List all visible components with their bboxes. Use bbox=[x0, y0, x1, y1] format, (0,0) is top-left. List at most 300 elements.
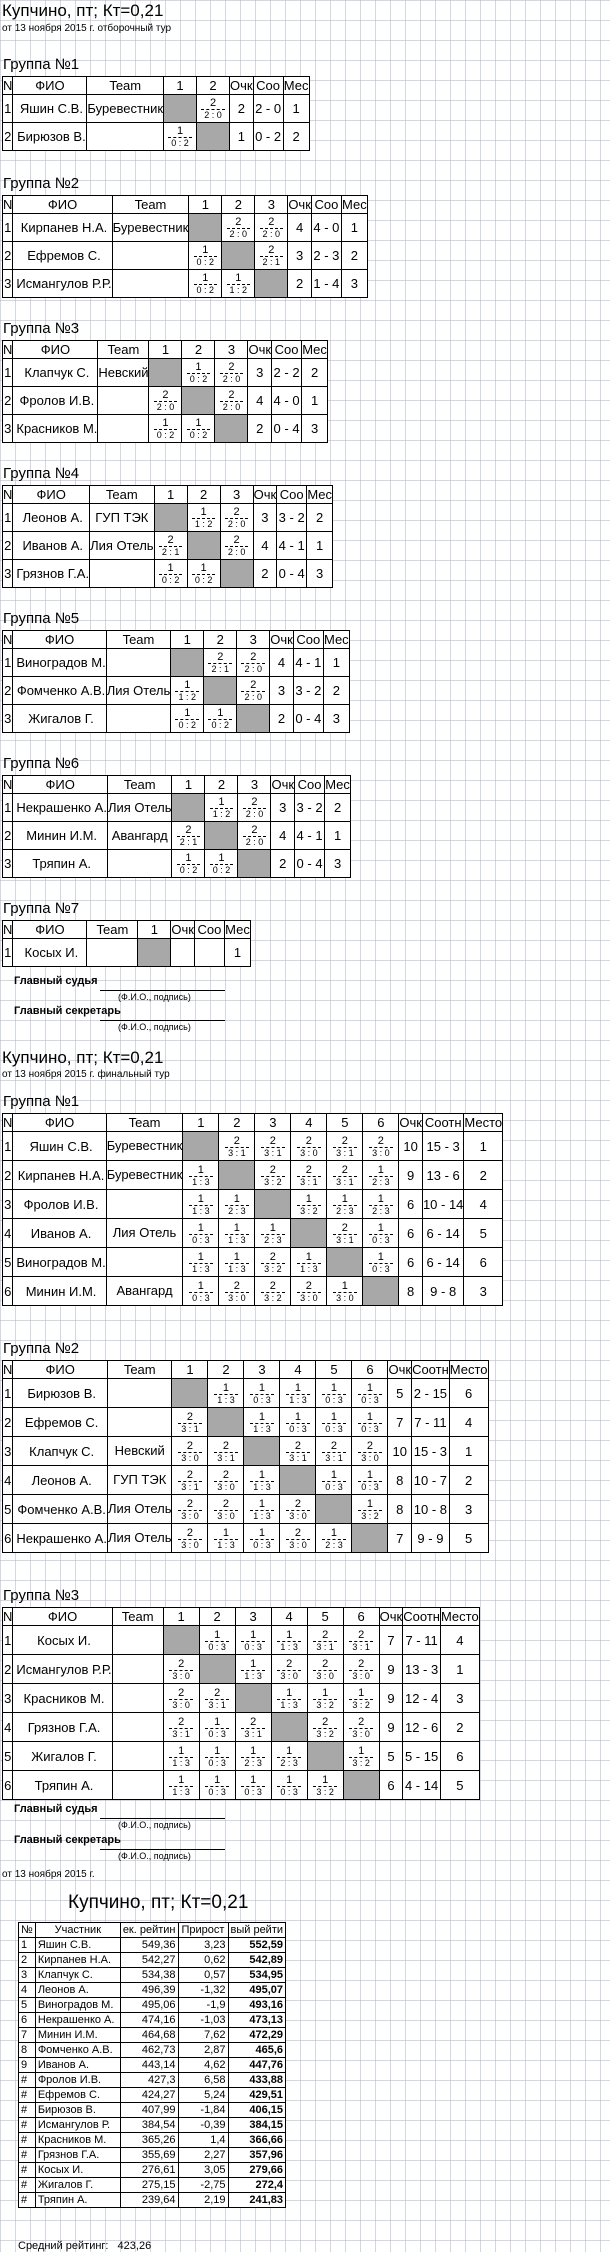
match-result-box bbox=[219, 1222, 254, 1245]
header-no: N bbox=[3, 487, 13, 502]
match-score: 3 : 0 bbox=[297, 1147, 321, 1158]
match-points: 2 bbox=[341, 1134, 348, 1147]
match-score: 3 : 1 bbox=[313, 1641, 337, 1652]
rating-no: 2 bbox=[19, 1953, 36, 1968]
match-result bbox=[172, 850, 205, 878]
match-points: 1 bbox=[294, 1381, 302, 1394]
match-score: 0 : 3 bbox=[277, 1786, 301, 1797]
player-no: 1 bbox=[3, 939, 13, 967]
match-result-box bbox=[308, 1716, 343, 1739]
match-result-box bbox=[238, 796, 270, 819]
match-points: 2 bbox=[269, 1163, 276, 1176]
rating-gain: 4,62 bbox=[178, 2058, 228, 2073]
player-row bbox=[3, 1524, 489, 1553]
match-result bbox=[343, 1626, 379, 1655]
match-result-box bbox=[237, 651, 269, 674]
match-result bbox=[255, 1161, 291, 1190]
header-ratio: Соо bbox=[311, 196, 341, 214]
header-no: N bbox=[3, 1115, 13, 1130]
qual-group-header-row bbox=[3, 776, 351, 794]
match-result bbox=[222, 214, 255, 242]
match-points: 1 bbox=[184, 679, 191, 691]
match-result-box bbox=[244, 1498, 279, 1521]
header-opponent: 3 bbox=[215, 341, 248, 359]
header-opponent: 1 bbox=[171, 631, 204, 649]
match-score: 3 : 1 bbox=[286, 1452, 310, 1463]
player-ratio: 15 - 3 bbox=[412, 1437, 450, 1466]
match-points: 1 bbox=[233, 1221, 240, 1234]
rating-gain: 2,27 bbox=[178, 2148, 228, 2163]
header-opponent: 1 bbox=[172, 1361, 208, 1379]
qual-group-label: Группа №5 bbox=[3, 610, 80, 627]
rating-gain: 7,62 bbox=[178, 2028, 228, 2043]
player-row bbox=[3, 1771, 480, 1800]
player-ratio: 10 - 7 bbox=[412, 1466, 450, 1495]
player-ratio bbox=[194, 939, 224, 967]
header-name: ФИО bbox=[13, 77, 87, 95]
match-result bbox=[183, 1190, 219, 1219]
match-points: 2 bbox=[294, 1497, 302, 1510]
match-result-box bbox=[244, 1382, 279, 1405]
match-score: 3 : 1 bbox=[178, 1423, 202, 1434]
match-score: 3 : 1 bbox=[225, 1147, 249, 1158]
self-cell bbox=[199, 1655, 235, 1684]
match-result-box bbox=[200, 1687, 235, 1710]
header-opponent: 1 bbox=[149, 341, 182, 359]
match-result-box bbox=[363, 1222, 398, 1245]
header-opponent: 3 bbox=[235, 1608, 271, 1626]
match-score: 2 : 0 bbox=[243, 836, 267, 847]
player-team-label: Буревестник bbox=[87, 100, 164, 116]
match-result bbox=[208, 1466, 244, 1495]
rating-new: 429,51 bbox=[228, 2088, 286, 2103]
match-result bbox=[255, 214, 288, 242]
rating-average-value: 423,26 bbox=[117, 2240, 152, 2252]
player-row bbox=[3, 1684, 480, 1713]
player-team bbox=[106, 1161, 183, 1190]
player-name: Исмангулов Р.Р. bbox=[13, 1655, 112, 1684]
player-place: 1 bbox=[325, 822, 351, 850]
player-points: 1 bbox=[230, 123, 254, 151]
rating-row bbox=[19, 2088, 286, 2103]
player-place: 3 bbox=[464, 1277, 503, 1306]
match-score: 1 : 3 bbox=[250, 1481, 274, 1492]
match-points: 1 bbox=[222, 1526, 230, 1539]
match-result bbox=[199, 1684, 235, 1713]
player-points: 6 bbox=[399, 1248, 423, 1277]
player-team bbox=[107, 1437, 172, 1466]
match-score: 0 : 3 bbox=[358, 1481, 382, 1492]
match-result bbox=[244, 1466, 280, 1495]
self-cell bbox=[197, 123, 230, 151]
match-score: 1 : 3 bbox=[214, 1539, 238, 1550]
match-result bbox=[280, 1408, 316, 1437]
match-score: 0 : 2 bbox=[187, 429, 211, 440]
match-points: 2 bbox=[186, 1410, 194, 1423]
final-group-label: Группа №3 bbox=[3, 1587, 80, 1604]
match-score: 0 : 3 bbox=[205, 1757, 229, 1768]
player-team-label: Лия Отель bbox=[106, 682, 171, 698]
player-team-label: Буревестник bbox=[106, 1167, 183, 1182]
match-result bbox=[352, 1437, 388, 1466]
rating-current: 424,27 bbox=[120, 2088, 178, 2103]
player-name: Косых И. bbox=[13, 939, 87, 967]
match-points: 1 bbox=[197, 1221, 204, 1234]
player-place: 2 bbox=[449, 1466, 488, 1495]
match-score: 1 : 3 bbox=[214, 1394, 238, 1405]
player-row bbox=[3, 1655, 480, 1684]
rating-no: # bbox=[19, 2088, 36, 2103]
rating-row bbox=[19, 1953, 286, 1968]
header-team: Team bbox=[112, 196, 189, 214]
match-score: 1 : 3 bbox=[250, 1423, 274, 1434]
match-score: 3 : 0 bbox=[214, 1481, 238, 1492]
player-name: Фролов И.В. bbox=[13, 1190, 106, 1219]
match-result-box bbox=[215, 389, 247, 412]
player-place: 1 bbox=[449, 1437, 488, 1466]
player-place: 2 bbox=[341, 242, 367, 270]
rating-row bbox=[19, 1938, 286, 1953]
match-score: 3 : 1 bbox=[241, 1728, 265, 1739]
match-result bbox=[163, 1713, 199, 1742]
rating-new: 552,59 bbox=[228, 1938, 286, 1953]
header-opponent: 3 bbox=[255, 196, 288, 214]
match-points: 2 bbox=[322, 1715, 329, 1728]
self-cell bbox=[255, 1190, 291, 1219]
qual-group-label: Группа №4 bbox=[3, 465, 80, 482]
header-opponent: 2 bbox=[222, 196, 255, 214]
match-result-box bbox=[272, 1745, 307, 1768]
player-team-label: Лия Отель bbox=[107, 1501, 172, 1516]
player-ratio: 2 - 0 bbox=[253, 95, 283, 123]
match-result bbox=[327, 1161, 363, 1190]
player-team bbox=[112, 1684, 163, 1713]
header-opponent: 3 bbox=[244, 1361, 280, 1379]
player-place: 1 bbox=[283, 95, 309, 123]
qual-secretary-hint: (Ф.И.О., подпись) bbox=[118, 1022, 191, 1032]
header-opponent: 5 bbox=[316, 1361, 352, 1379]
match-result bbox=[327, 1277, 363, 1306]
match-result-box bbox=[280, 1527, 315, 1550]
match-result-box bbox=[237, 679, 269, 702]
match-result-box bbox=[188, 562, 220, 585]
rating-row bbox=[19, 2103, 286, 2118]
match-score: 2 : 0 bbox=[225, 518, 249, 529]
match-points: 2 bbox=[167, 534, 174, 546]
match-result-box bbox=[200, 1774, 235, 1797]
final-judge-line bbox=[100, 1818, 225, 1819]
match-points: 1 bbox=[322, 1686, 329, 1699]
rating-table bbox=[18, 1922, 286, 2208]
header-opponent: 2 bbox=[205, 776, 238, 794]
match-score: 3 : 1 bbox=[261, 1147, 285, 1158]
match-points: 1 bbox=[195, 361, 202, 373]
match-result bbox=[163, 1655, 199, 1684]
match-score: 3 : 1 bbox=[169, 1728, 193, 1739]
header-team: Team bbox=[107, 1361, 172, 1379]
match-score: 3 : 0 bbox=[169, 1699, 193, 1710]
match-score: 0 : 3 bbox=[250, 1394, 274, 1405]
player-points: 6 bbox=[399, 1219, 423, 1248]
match-points: 1 bbox=[341, 1192, 348, 1205]
rating-current: 407,99 bbox=[120, 2103, 178, 2118]
header-no: N bbox=[3, 78, 13, 93]
header-team: Team bbox=[106, 631, 171, 649]
match-result bbox=[363, 1248, 399, 1277]
player-row bbox=[3, 1742, 480, 1771]
player-ratio: 4 - 1 bbox=[295, 822, 325, 850]
match-points: 1 bbox=[200, 562, 207, 574]
match-points: 1 bbox=[377, 1192, 384, 1205]
qual-group-label: Группа №2 bbox=[3, 175, 80, 192]
player-ratio: 15 - 3 bbox=[422, 1132, 463, 1161]
player-ratio: 6 - 14 bbox=[422, 1219, 463, 1248]
final-secretary-hint: (Ф.И.О., подпись) bbox=[118, 1851, 191, 1861]
player-name: Фомченко А.В. bbox=[13, 677, 106, 705]
match-result-box bbox=[291, 1164, 326, 1187]
match-score: 3 : 2 bbox=[349, 1699, 373, 1710]
player-team bbox=[90, 560, 155, 588]
match-result-box bbox=[183, 1193, 218, 1216]
player-place: 1 bbox=[323, 649, 349, 677]
match-points: 1 bbox=[202, 244, 209, 256]
header-place: Мес bbox=[342, 197, 367, 212]
player-place: 1 bbox=[341, 214, 367, 242]
match-result-box bbox=[221, 534, 253, 557]
header-name: ФИО bbox=[13, 1608, 112, 1626]
rating-header-gain: Прирост bbox=[178, 1923, 228, 1938]
match-result bbox=[199, 1771, 235, 1800]
match-result-box bbox=[208, 1469, 243, 1492]
player-place: 4 bbox=[440, 1626, 479, 1655]
match-result bbox=[291, 1161, 327, 1190]
match-result bbox=[183, 1248, 219, 1277]
header-opponent: 6 bbox=[352, 1361, 388, 1379]
header-opponent: 2 bbox=[182, 341, 215, 359]
match-score: 3 : 2 bbox=[313, 1699, 337, 1710]
match-result bbox=[219, 1248, 255, 1277]
match-points: 2 bbox=[186, 1526, 194, 1539]
match-result-box bbox=[352, 1440, 387, 1463]
match-score: 3 : 0 bbox=[178, 1510, 202, 1521]
match-result bbox=[172, 1408, 208, 1437]
self-cell bbox=[363, 1277, 399, 1306]
player-ratio: 1 - 4 bbox=[311, 270, 341, 298]
rating-gain: -2,75 bbox=[178, 2178, 228, 2193]
match-result-box bbox=[189, 272, 221, 295]
player-points: 3 bbox=[248, 359, 272, 387]
match-score: 2 : 0 bbox=[201, 109, 225, 120]
match-score: 2 : 3 bbox=[225, 1205, 249, 1216]
match-result-box bbox=[182, 417, 214, 440]
match-result-box bbox=[352, 1498, 387, 1521]
match-result-box bbox=[208, 1440, 243, 1463]
rating-row bbox=[19, 2073, 286, 2088]
match-score: 2 : 3 bbox=[369, 1205, 393, 1216]
self-cell bbox=[154, 504, 187, 532]
player-place: 3 bbox=[341, 270, 367, 298]
match-score: 0 : 2 bbox=[194, 256, 218, 267]
player-ratio: 13 - 6 bbox=[422, 1161, 463, 1190]
match-points: 1 bbox=[286, 1744, 293, 1757]
match-score: 1 : 2 bbox=[210, 808, 234, 819]
header-no: N bbox=[3, 632, 13, 647]
match-result-box bbox=[172, 852, 204, 875]
player-team bbox=[112, 1655, 163, 1684]
player-ratio: 4 - 1 bbox=[277, 532, 307, 560]
match-result-box bbox=[236, 1629, 271, 1652]
rating-title: Купчино, пт; Кт=0,21 bbox=[68, 1892, 249, 1913]
rating-current: 474,16 bbox=[120, 2013, 178, 2028]
match-points: 2 bbox=[250, 651, 257, 663]
player-row bbox=[3, 359, 328, 387]
player-team bbox=[112, 214, 189, 242]
player-no: 3 bbox=[3, 270, 13, 298]
rating-name: Фролов И.В. bbox=[35, 2073, 120, 2088]
player-points: 7 bbox=[388, 1408, 412, 1437]
player-no: 2 bbox=[3, 1161, 13, 1190]
match-result bbox=[291, 1248, 327, 1277]
player-name: Некрашенко А. bbox=[13, 794, 108, 822]
match-result-box bbox=[272, 1658, 307, 1681]
player-ratio: 7 - 11 bbox=[412, 1408, 450, 1437]
player-row bbox=[3, 1161, 503, 1190]
match-points: 1 bbox=[286, 1628, 293, 1641]
match-result-box bbox=[204, 707, 236, 730]
header-points: Очк bbox=[288, 197, 311, 212]
match-score: 0 : 3 bbox=[369, 1234, 393, 1245]
rating-row bbox=[19, 2133, 286, 2148]
match-points: 2 bbox=[286, 1657, 293, 1670]
match-points: 1 bbox=[202, 272, 209, 284]
player-no: 2 bbox=[3, 242, 13, 270]
player-name: Красников М. bbox=[13, 1684, 112, 1713]
player-team-label: Лия Отель bbox=[90, 537, 154, 553]
header-opponent: 2 bbox=[204, 631, 237, 649]
player-ratio: 0 - 2 bbox=[253, 123, 283, 151]
match-result bbox=[291, 1132, 327, 1161]
self-cell bbox=[316, 1495, 352, 1524]
header-place: Место bbox=[464, 1115, 503, 1130]
player-place: 5 bbox=[440, 1771, 479, 1800]
match-score: 2 : 3 bbox=[333, 1205, 357, 1216]
header-points: Очк bbox=[270, 632, 293, 647]
rating-name: Бирюзов В. bbox=[35, 2103, 120, 2118]
match-points: 1 bbox=[258, 1410, 266, 1423]
match-result-box bbox=[327, 1193, 362, 1216]
header-ratio: Соо bbox=[253, 77, 283, 95]
player-no: 6 bbox=[3, 1277, 13, 1306]
match-result bbox=[215, 387, 248, 415]
match-points: 1 bbox=[258, 1497, 266, 1510]
player-points: 2 bbox=[288, 270, 312, 298]
player-row bbox=[3, 1437, 489, 1466]
rating-current: 443,14 bbox=[120, 2058, 178, 2073]
match-result bbox=[183, 1161, 219, 1190]
match-points: 1 bbox=[184, 707, 191, 719]
rating-no: 5 bbox=[19, 1998, 36, 2013]
header-points: Очк bbox=[248, 342, 272, 357]
player-row bbox=[3, 649, 350, 677]
qual-group-header-row bbox=[3, 921, 251, 939]
match-points: 2 bbox=[162, 389, 169, 401]
player-row bbox=[3, 504, 333, 532]
player-team bbox=[106, 705, 171, 733]
match-result-box bbox=[352, 1469, 387, 1492]
player-team bbox=[87, 95, 164, 123]
rating-header-row bbox=[19, 1923, 286, 1938]
header-no: N bbox=[3, 922, 13, 937]
match-points: 2 bbox=[186, 1439, 194, 1452]
player-row bbox=[3, 939, 251, 967]
match-points: 1 bbox=[250, 1657, 257, 1670]
match-result-box bbox=[204, 651, 236, 674]
match-score: 2 : 3 bbox=[241, 1757, 265, 1768]
match-points: 2 bbox=[209, 97, 217, 109]
match-result-box bbox=[182, 361, 214, 384]
header-name: ФИО bbox=[13, 631, 106, 649]
match-score: 3 : 2 bbox=[358, 1510, 382, 1521]
player-place: 2 bbox=[464, 1161, 503, 1190]
match-points: 1 bbox=[218, 796, 225, 808]
match-points: 2 bbox=[222, 1497, 230, 1510]
player-row bbox=[3, 214, 368, 242]
match-points: 2 bbox=[250, 679, 257, 691]
header-ratio: Соо bbox=[272, 341, 302, 359]
match-result-box bbox=[183, 1251, 218, 1274]
rating-current: 542,27 bbox=[120, 1953, 178, 1968]
header-name: ФИО bbox=[13, 341, 98, 359]
rating-new: 447,76 bbox=[228, 2058, 286, 2073]
rating-name: Исмангулов Р. bbox=[35, 2118, 120, 2133]
header-name: ФИО bbox=[13, 1361, 108, 1379]
match-points: 1 bbox=[176, 125, 184, 137]
match-result bbox=[271, 1771, 307, 1800]
rating-date: от 13 ноября 2015 г. bbox=[2, 1869, 95, 1880]
player-no: 4 bbox=[3, 1713, 13, 1742]
self-cell bbox=[307, 1742, 343, 1771]
match-score: 3 : 1 bbox=[322, 1452, 346, 1463]
header-ratio: Соотн bbox=[422, 1114, 463, 1132]
match-result-box bbox=[316, 1527, 351, 1550]
match-result-box bbox=[155, 562, 187, 585]
self-cell bbox=[171, 649, 204, 677]
qual-title: Купчино, пт; Кт=0,21 bbox=[2, 1, 164, 20]
match-score: 0 : 3 bbox=[322, 1423, 346, 1434]
match-result bbox=[238, 794, 271, 822]
match-points: 1 bbox=[197, 1163, 204, 1176]
match-score: 0 : 2 bbox=[154, 429, 178, 440]
player-row bbox=[3, 1713, 480, 1742]
rating-new: 272,4 bbox=[228, 2178, 286, 2193]
rating-current: 355,69 bbox=[120, 2148, 178, 2163]
match-score: 0 : 2 bbox=[159, 574, 183, 585]
rating-name: Некрашенко А. bbox=[35, 2013, 120, 2028]
player-row bbox=[3, 415, 328, 443]
self-cell bbox=[237, 705, 270, 733]
match-result bbox=[208, 1379, 244, 1408]
match-result bbox=[352, 1408, 388, 1437]
match-result-box bbox=[280, 1411, 315, 1434]
player-points: 8 bbox=[399, 1277, 423, 1306]
match-score: 2 : 0 bbox=[241, 663, 265, 674]
header-no: N bbox=[3, 342, 13, 357]
header-opponent: 3 bbox=[237, 631, 270, 649]
match-points: 2 bbox=[358, 1657, 365, 1670]
qual-group-header-row bbox=[3, 77, 310, 95]
match-score: 1 : 2 bbox=[227, 284, 251, 295]
player-points: 4 bbox=[271, 822, 295, 850]
